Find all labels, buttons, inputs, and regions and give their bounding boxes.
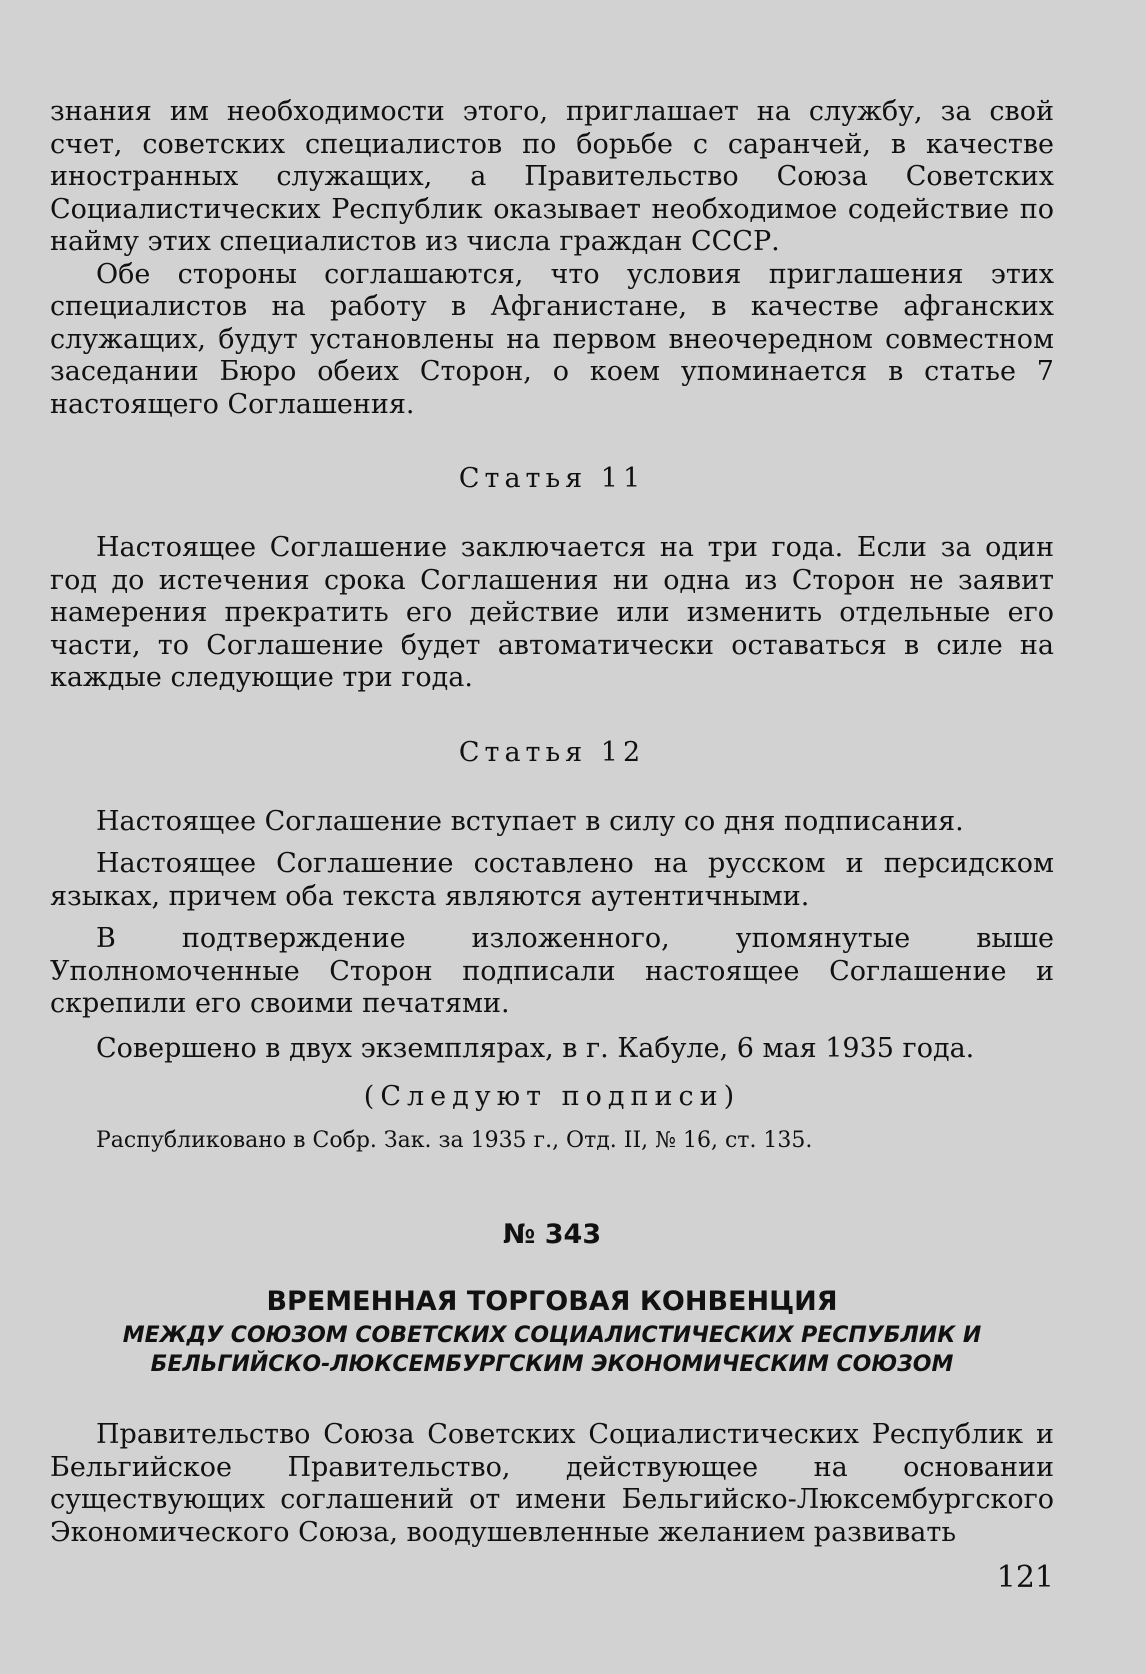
article-12-paragraph-4: Совершено в двух экземплярах, в г. Кабуле, 6 мая 1935 года. — [96, 1032, 975, 1064]
document-subtitle-line-2: БЕЛЬГИЙСКО-ЛЮКСЕМБУРГСКИМ ЭКОНОМИЧЕСКИМ СОЮЗОМ — [150, 1352, 954, 1377]
page-number: 121 — [996, 1560, 1054, 1595]
page-content — [50, 96, 1054, 1549]
intro-paragraph-2: Обе стороны соглашаются, что условия приглашения этих специалистов на работу в Афганистане, в качестве афганских служащих, будут установлены на первом внеочередном совместном заседании Бюро обеих Сторон, о коем упоминается в статье 7 настоящего Соглашения. — [50, 258, 1054, 420]
article-12-paragraph-1: Настоящее Соглашение вступает в силу со дня подписания. — [96, 805, 964, 837]
document-343-paragraph-1: Правительство Союза Советских Социалистических Республик и Бельгийское Правительство, действующее на основании существующих соглашений от имени Бельгийско-Люксембургского Экономического Союза, воодушевленные желанием развивать — [50, 1419, 1054, 1548]
publication-note: Распубликовано в Собр. Зак. за 1935 г., Отд. II, № 16, ст. 135. — [96, 1128, 813, 1153]
article-12-paragraph-3: В подтверждение изложенного, упомянутые выше Уполномоченные Сторон подписали настоящее Соглашение и скрепили его своими печатями. — [50, 923, 1054, 1019]
document-title: ВРЕМЕННАЯ ТОРГОВАЯ КОНВЕНЦИЯ — [266, 1286, 838, 1317]
article-12-heading: Статья 12 — [458, 736, 646, 768]
document-number: № 343 — [502, 1219, 602, 1250]
article-12-paragraph-2: Настоящее Соглашение составлено на русском и персидском языках, причем оба текста являются аутентичными. — [50, 848, 1054, 912]
intro-paragraph-1: знания им необходимости этого, приглашает на службу, за свой счет, советских специалистов по борьбе с саранчей, в качестве иностранных служащих, а Правительство Союза Советских Социалистических Республик оказывает необходимое содействие по найму этих специалистов из числа граждан СССР. — [50, 96, 1054, 257]
article-11-heading: Статья 11 — [458, 463, 646, 494]
signatures-note: (Следуют подписи) — [363, 1081, 741, 1112]
article-11-paragraph: Настоящее Соглашение заключается на три года. Если за один год до истечения срока Соглашения ни одна из Сторон не заявит намерения прекратить его действие или изменить отдельные его части, то Соглашение будет автоматически оставаться в силе на каждые следующие три года. — [50, 532, 1054, 693]
document-subtitle-line-1: МЕЖДУ СОЮЗОМ СОВЕТСКИХ СОЦИАЛИСТИЧЕСКИХ РЕСПУБЛИК И — [122, 1323, 982, 1348]
